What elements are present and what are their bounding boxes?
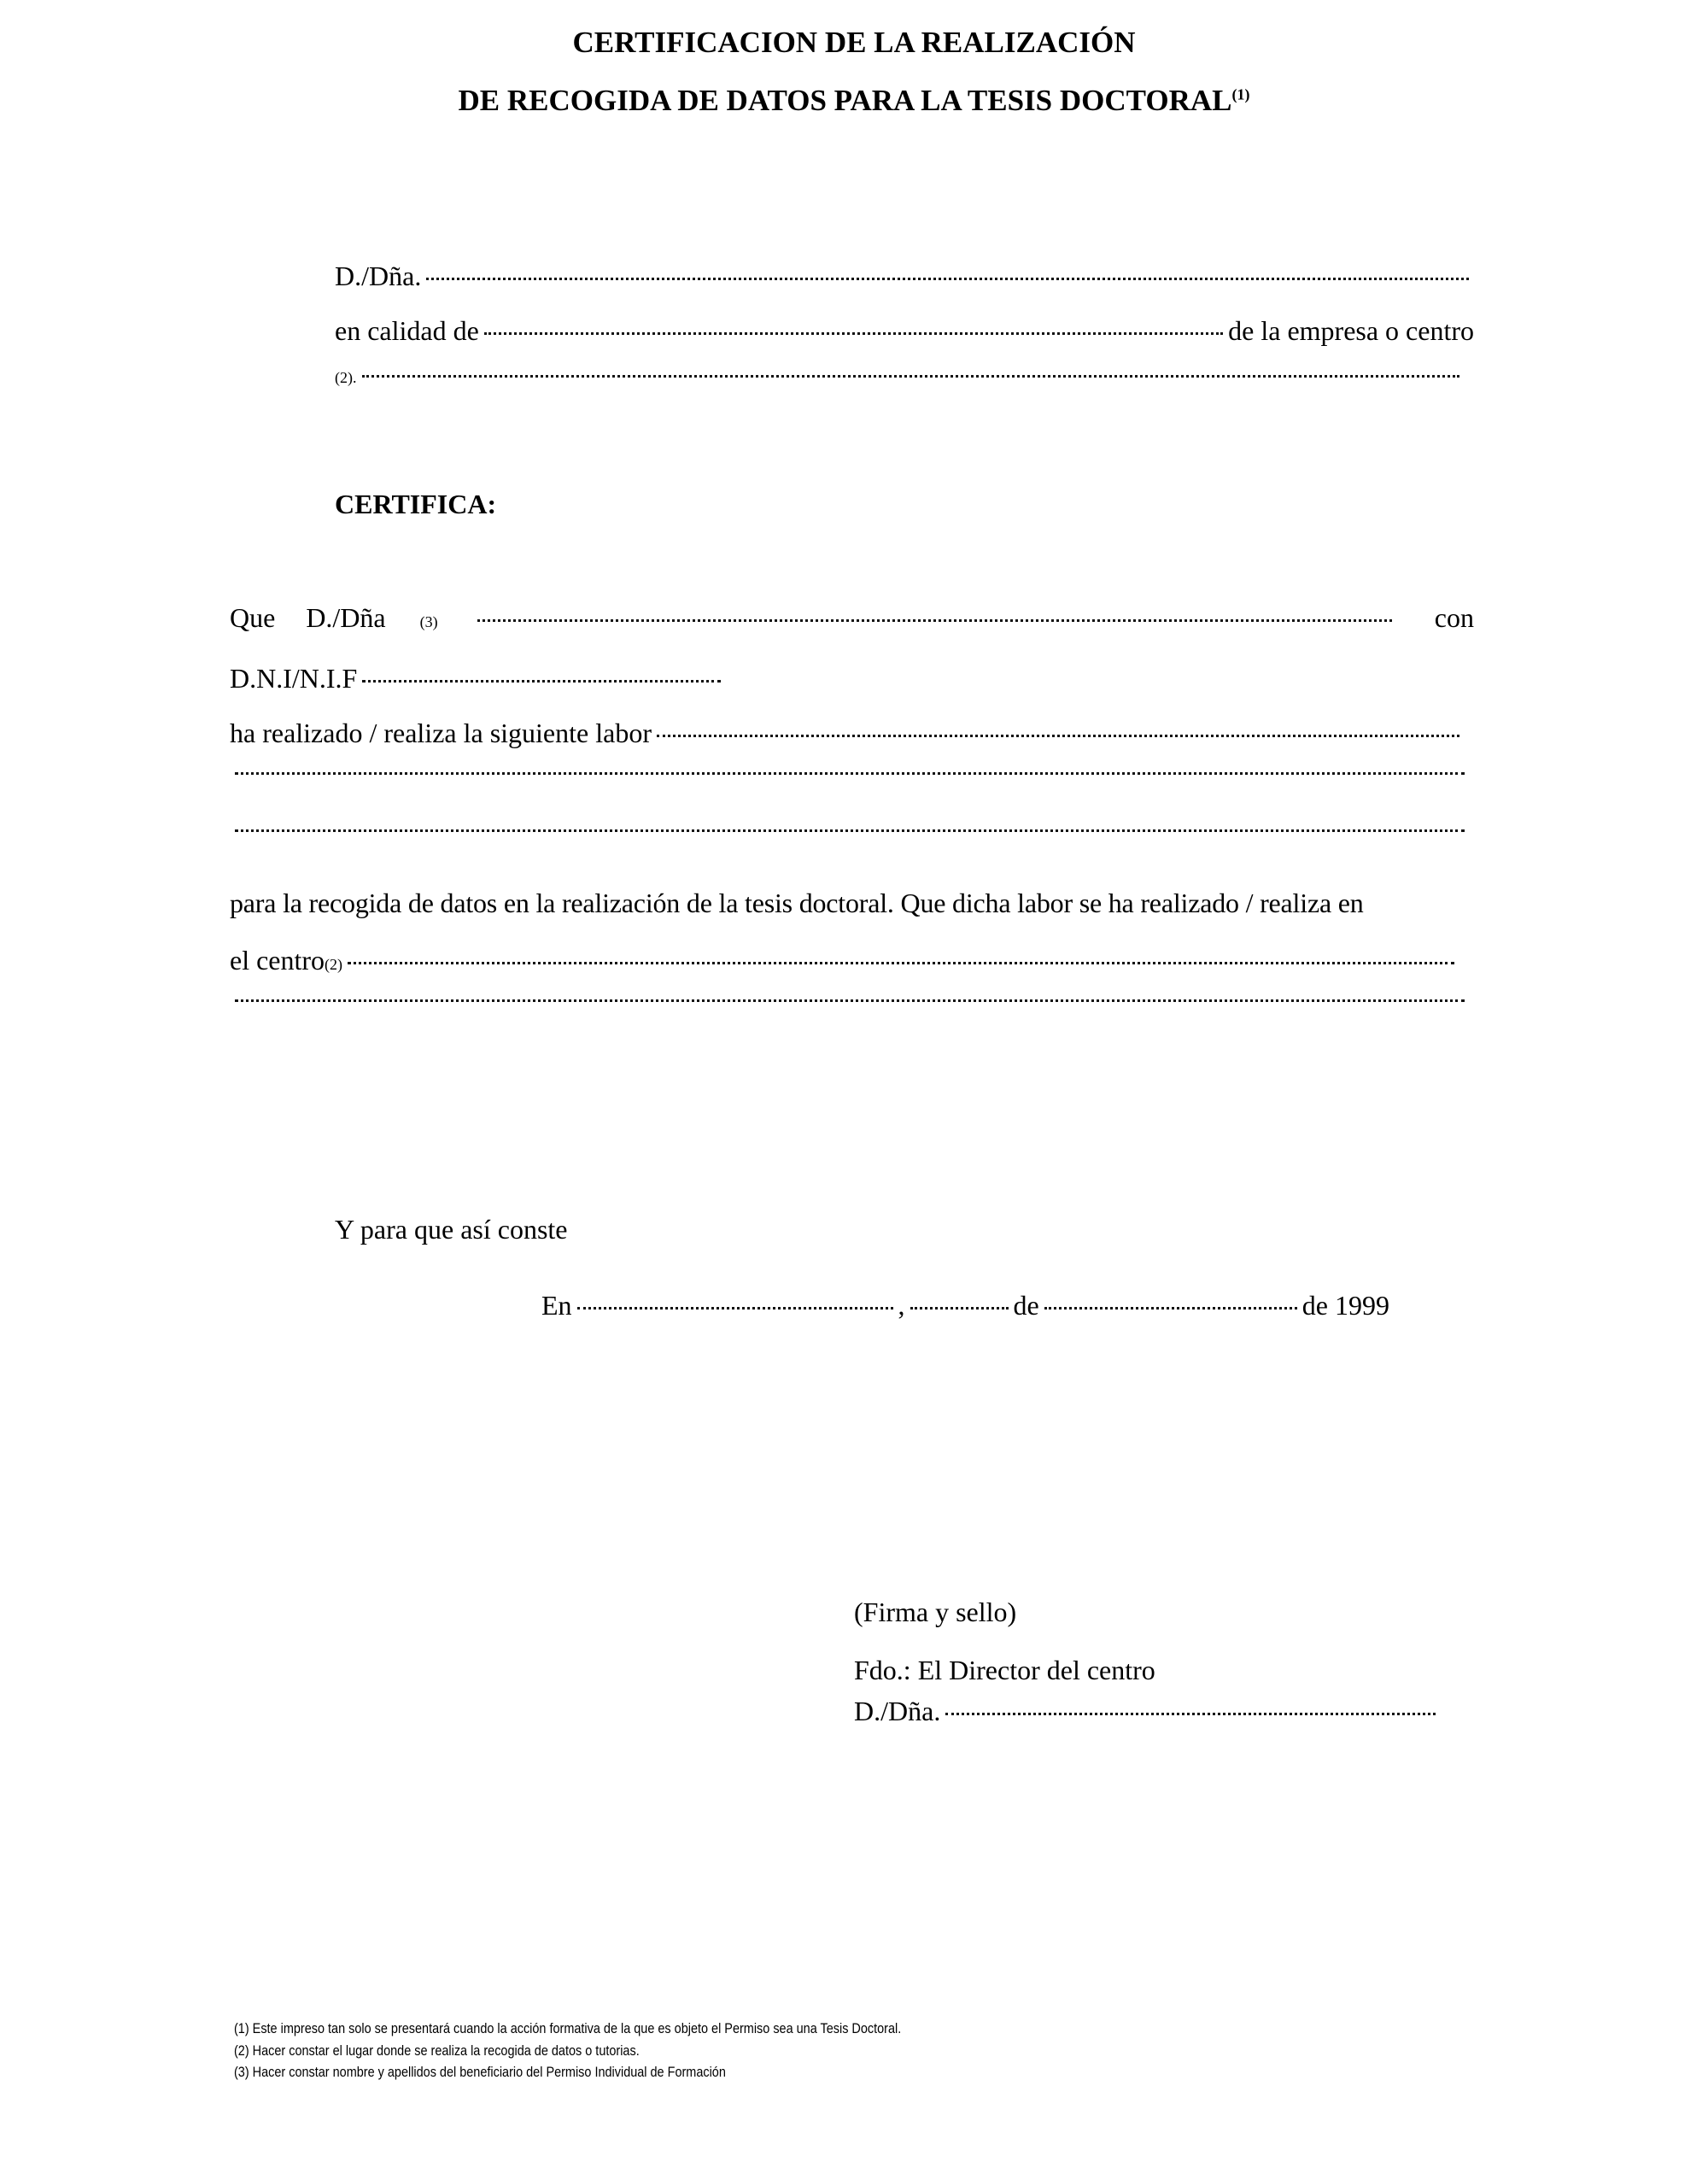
centre-field[interactable]	[362, 375, 1460, 378]
dni-field[interactable]	[362, 680, 721, 683]
labor-row	[230, 718, 1465, 749]
month-field[interactable]	[1044, 1307, 1297, 1310]
labor-field[interactable]	[657, 735, 1459, 737]
name-label: D./Dña.	[335, 261, 422, 291]
centre-ref: (2).	[335, 369, 357, 386]
beneficiary-row	[230, 602, 1474, 634]
labor-field-2[interactable]	[235, 772, 1465, 775]
title-line-1: CERTIFICACION DE LA REALIZACIÓN	[572, 26, 1136, 59]
centro-field[interactable]	[348, 962, 1454, 964]
para-text: para la recogida de datos en la realización de la tesis doctoral. Que dicha labor se ha realizado / realiza en	[230, 888, 1364, 918]
role-field-row	[335, 315, 1474, 347]
fdo-text: Fdo.: El Director del centro	[854, 1655, 1155, 1685]
place-field[interactable]	[577, 1307, 893, 1310]
labor-line-2	[230, 777, 1470, 780]
con-text: con	[1434, 602, 1474, 633]
footnote-1: (1) Este impreso tan solo se presentará cuando la acción formativa de la que es objeto el Permiso sea una Tesis Doctoral.	[234, 2020, 902, 2036]
footnote-3: (3) Hacer constar nombre y apellidos del beneficiario del Permiso Individual de Formación	[234, 2064, 726, 2080]
footnote-ref-3: (3)	[419, 613, 438, 630]
footnote-2: (2) Hacer constar el lugar donde se realiza la recogida de datos o tutorias.	[234, 2042, 640, 2059]
dni-label: D.N.I/N.I.F	[230, 663, 358, 694]
comma: ,	[898, 1290, 905, 1321]
labor-line-3	[230, 835, 1470, 837]
role-label: en calidad de	[335, 315, 479, 346]
firma-text: (Firma y sello)	[854, 1597, 1017, 1627]
centre-field-row	[335, 369, 1465, 387]
title-line-2	[0, 84, 1708, 118]
de-label: de	[1013, 1290, 1039, 1321]
role-field[interactable]	[484, 332, 1223, 335]
day-field[interactable]	[910, 1307, 1009, 1310]
en-label: En	[541, 1290, 572, 1321]
name-field[interactable]	[426, 278, 1469, 280]
centro-row	[230, 945, 1459, 976]
certifica-heading: CERTIFICA:	[335, 489, 497, 519]
director-field[interactable]	[945, 1713, 1436, 1715]
dni-row	[230, 663, 726, 694]
director-row	[854, 1696, 1441, 1727]
conste-text: Y para que así conste	[335, 1214, 568, 1245]
centro-line-2	[230, 1005, 1470, 1007]
beneficiary-label: D./Dña	[306, 602, 386, 633]
footnote-ref-2: (2)	[325, 956, 343, 973]
year-label: de 1999	[1301, 1290, 1389, 1321]
title-line-2-text: DE RECOGIDA DE DATOS PARA LA TESIS DOCTORAL	[458, 84, 1232, 117]
director-label: D./Dña.	[854, 1696, 941, 1726]
centro-label: el centro	[230, 945, 325, 976]
date-row	[541, 1290, 1389, 1321]
role-suffix: de la empresa o centro	[1228, 315, 1474, 346]
que-text: Que	[230, 602, 276, 633]
labor-label: ha realizado / realiza la siguiente labor	[230, 718, 652, 748]
centro-field-2[interactable]	[235, 999, 1465, 1002]
beneficiary-field[interactable]	[477, 619, 1392, 622]
footnote-ref-1: (1)	[1231, 85, 1250, 103]
labor-field-3[interactable]	[235, 829, 1465, 832]
name-field-row	[335, 261, 1474, 292]
